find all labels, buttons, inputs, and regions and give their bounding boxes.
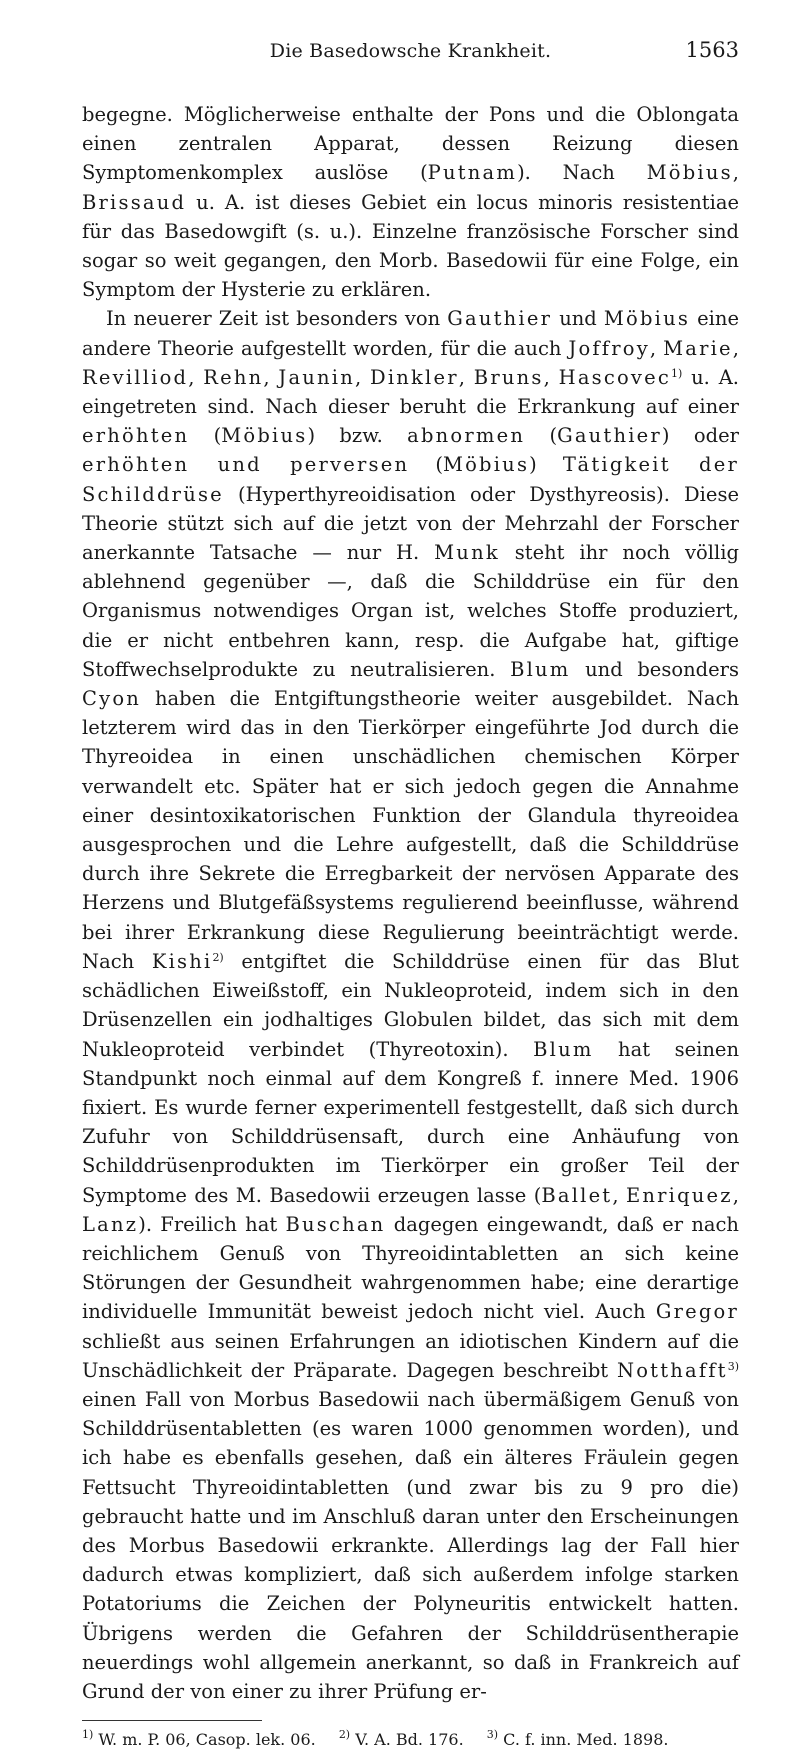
text-run: ,	[354, 365, 371, 389]
text-run: ). Nach	[517, 161, 647, 185]
footnote-mark: 3)	[486, 1728, 499, 1742]
footnotes	[82, 1729, 739, 1751]
text-run: entgiftet die Schilddrüse einen für das Blut schädlichen Eiweißstoff, ein Nukleoproteid, indem sich in den Drüsenzellen ein jodhaltiges Globulen bildet, das sich mit dem Nukleoproteid verbindet (Thyreotoxin).	[82, 949, 739, 1061]
footnote-text: C. f. inn. Med. 1898.	[503, 1730, 669, 1750]
author-name: Kishi	[151, 949, 213, 973]
paragraph-2	[82, 304, 739, 1706]
emphasis: erhöhten und perversen	[82, 453, 410, 477]
emphasis: abnormen	[407, 424, 526, 448]
body-text	[82, 100, 739, 1706]
author-name: Blum	[533, 1037, 594, 1061]
footnote-ref: 3)	[727, 1359, 739, 1373]
author-name: Lanz	[82, 1212, 139, 1236]
author-name: Dinkler	[370, 365, 459, 389]
author-name: Revilliod	[82, 365, 189, 389]
footnote-3	[487, 1730, 669, 1749]
author-name: Möbius	[221, 424, 308, 448]
author-name: Jaunin	[278, 365, 355, 389]
footnote-text: W. m. P. 06, Casop. lek. 06.	[98, 1730, 316, 1750]
text-run: ,	[612, 1183, 626, 1207]
text-run: ,	[263, 365, 279, 389]
emphasis: erhöhten	[82, 424, 190, 448]
text-run: ) bzw.	[307, 424, 408, 448]
text-run: einen Fall von Morbus Basedowii nach übermäßigem Genuß von Schilddrüsentabletten (es waren 1000 genommen worden), und ich habe es ebenfalls gesehen, daß ein älteres Fräulein gegen Fettsucht Thyreoidintabletten (und zwar bis zu 9 pro die) gebraucht hatte und im Anschluß daran unter den Erscheinungen des Morbus Basedowii erkrankte. Allerdings lag der Fall hier dadurch etwas kompliziert, daß sich außerdem infolge starken Potatoriums die Zeichen der Polyneuritis entwickelt hatten. Übrigens werden die Gefahren der Schilddrüsentherapie neuerdings wohl allgemein anerkannt, so daß in Frankreich auf Grund der von einer zu ihrer Prüfung er-	[82, 1387, 739, 1703]
author-name: Gregor	[655, 1300, 739, 1324]
author-name: Gauthier	[447, 307, 553, 331]
footnote-mark: 2)	[338, 1728, 351, 1742]
text-run: )	[529, 453, 563, 477]
author-name: Ballet	[541, 1183, 613, 1207]
text-run: und	[552, 307, 604, 331]
author-name: Putnam	[427, 161, 518, 185]
text-run: ,	[188, 365, 204, 389]
text-run: u. A. eingetreten sind. Nach dieser beruht die Erkrankung auf einer	[82, 365, 739, 419]
text-run: schließt aus seinen Erfahrungen an idiotischen Kindern auf die Unschädlichkeit der Präparate. Dagegen beschreibt	[82, 1329, 739, 1382]
footnote-ref: 1)	[671, 366, 683, 380]
page-number: 1563	[685, 38, 739, 62]
text-run: ) oder	[661, 424, 739, 448]
text-run: ). Freilich hat	[138, 1212, 286, 1236]
footnote-1	[82, 1730, 316, 1749]
text-run: begegne. Möglicherweise enthalte der Pons und die Oblongata einen zentralen Apparat, dessen Reizung diesen Symptomenkomplex auslöse (	[82, 103, 739, 185]
author-name: Marie	[663, 336, 733, 360]
text-run: ,	[732, 1183, 739, 1207]
text-run: (	[189, 424, 222, 448]
author-name: Rehn	[203, 365, 264, 389]
footnote-divider	[82, 1720, 262, 1721]
author-name: Möbius	[603, 307, 691, 331]
author-name: Möbius	[646, 161, 733, 185]
author-name: Hascovec	[558, 365, 671, 389]
text-run: (	[525, 424, 558, 448]
author-name: Möbius	[442, 453, 530, 477]
author-name: Joffroy	[568, 336, 650, 360]
author-name: Buschan	[285, 1212, 386, 1236]
text-run: ,	[732, 161, 739, 185]
text-run: ,	[732, 336, 739, 360]
running-title: Die Basedowsche Krankheit.	[269, 40, 552, 62]
text-run: eine andere Theorie aufgestellt worden, für die auch	[82, 307, 740, 360]
author-name: Munk	[434, 541, 500, 565]
author-name: Blum	[510, 657, 571, 681]
author-name: Enriquez	[625, 1183, 733, 1207]
text-run: (	[409, 453, 443, 477]
footnote-2	[339, 1730, 464, 1749]
text-run: steht ihr noch völlig ablehnend gegenüber —, daß die Schilddrüse ein für den Organismus notwendiges Organ ist, welches Stoffe produziert, die er nicht entbehren kann, resp. die Aufgabe hat, giftige Stoffwechselprodukte zu neutralisieren.	[82, 541, 739, 681]
text-run: hat seinen Standpunkt noch einmal auf dem Kongreß f. innere Med. 1906 fixiert. Es wurde ferner experimentell festgestellt, daß sich durch Zufuhr von Schilddrüsensaft, durch eine Anhäufung von Schilddrüsenprodukten im Tierkörper ein großer Teil der Symptome des M. Basedowii erzeugen lasse (	[82, 1037, 740, 1207]
text-run: ,	[458, 365, 474, 389]
emphasis: Tätigkeit der Schilddrüse	[82, 453, 740, 506]
author-name: Cyon	[82, 687, 142, 711]
text-run: dagegen eingewandt, daß er nach reichlichem Genuß von Thyreoidintabletten an sich keine Störungen der Gesundheit wahrgenommen habe; eine derartige individuelle Immunität beweist jedoch nicht viel. Auch	[82, 1212, 739, 1324]
text-run: u. A. ist dieses Gebiet ein locus minoris resistentiae für das Basedowgift (s. u.). Einzelne französische Forscher sind sogar so weit gegangen, den Morb. Basedowii für eine Folge, ein Symptom der Hysterie zu erklären.	[82, 190, 739, 302]
text-run: (Hyperthyreoidisation oder Dysthyreosis). Diese Theorie stützt sich auf die jetzt von der Mehrzahl der Forscher anerkannte Tatsache — nur H.	[82, 482, 739, 565]
author-name: Gauthier	[557, 424, 662, 448]
author-name: Bruns	[473, 365, 544, 389]
text-run: haben die Entgiftungstheorie weiter ausgebildet. Nach letzterem wird das in den Tierkörper eingeführte Jod durch die Thyreoidea in einen unschädlichen chemischen Körper verwandelt etc. Später hat er sich jedoch gegen die Annahme einer desintoxikatorischen Funktion der Glandula thyreoidea ausgesprochen und die Lehre aufgestellt, daß die Schilddrüse durch ihre Sekrete die Erregbarkeit der nervösen Apparate des Herzens und Blutgefäßsystems regulierend beeinflusse, während bei ihrer Erkrankung diese Regulierung beeinträchtigt werde. Nach	[82, 687, 739, 973]
footnote-ref: 2)	[212, 950, 224, 964]
page-header	[82, 34, 739, 74]
footnote-text: V. A. Bd. 176.	[355, 1730, 464, 1750]
footnote-mark: 1)	[82, 1728, 94, 1742]
text-run: In neuerer Zeit ist besonders von	[106, 307, 448, 331]
paragraph-1	[82, 100, 739, 304]
text-run: ,	[649, 336, 664, 360]
author-name: Notthafft	[616, 1358, 728, 1382]
author-name: Brissaud	[82, 190, 187, 214]
text-run: ,	[543, 365, 559, 389]
text-run: und besonders	[570, 657, 739, 681]
